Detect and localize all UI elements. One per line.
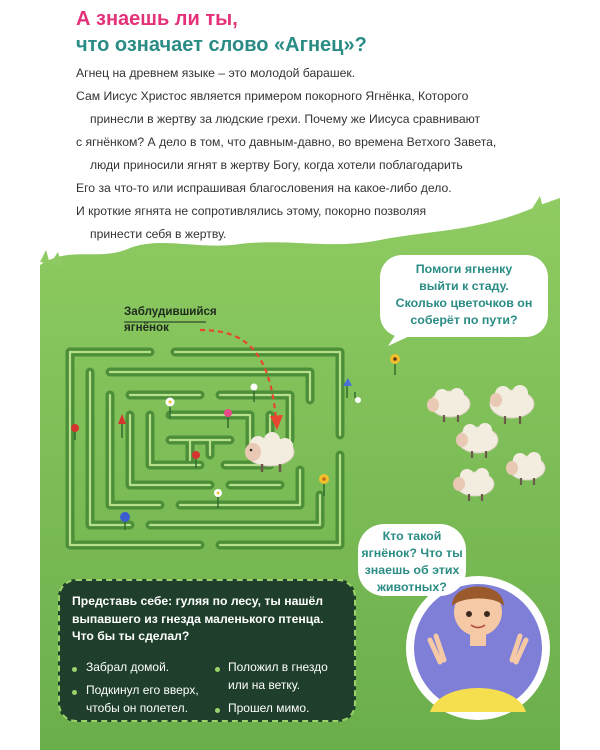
title-line-1: А знаешь ли ты, [76, 8, 238, 30]
option-line: Положил в гнездо [228, 660, 328, 674]
option-line: Забрал домой. [86, 660, 170, 674]
bubble-line: Кто такой [382, 529, 442, 543]
bubble-line: Помоги ягненку [415, 262, 513, 276]
question-text [72, 593, 352, 646]
option-put-in-nest [228, 659, 328, 694]
intro-line: принести себя в жертву. [90, 227, 227, 241]
option-line: Подкинул его вверх, [86, 683, 199, 697]
question-line: Представь себе: гуляя по лесу, ты нашёл [72, 594, 324, 608]
lamb-question-bubble [358, 524, 466, 596]
bullet-icon [215, 708, 220, 713]
title-line-2: что означает слово «Агнец»? [76, 34, 367, 56]
intro-line: люди приносили ягнят в жертву Богу, когда хотели поблагодарить [90, 158, 463, 172]
intro-line: принесли в жертву за людские грехи. Почему же Иисуса сравнивают [90, 112, 481, 126]
bullet-icon [72, 690, 77, 695]
maze-task-bubble [380, 255, 548, 337]
bullet-icon [72, 667, 77, 672]
bubble-line: ягнёнок? Что ты [361, 546, 463, 560]
question-line: выпавшего из гнезда маленького птенца. [72, 611, 324, 626]
option-walk-past [228, 700, 309, 718]
boy-illustration [406, 576, 550, 720]
intro-line: Агнец на древнем языке – это молодой барашек. [76, 66, 356, 80]
question-box [58, 579, 356, 722]
option-line: Прошел мимо. [228, 701, 310, 715]
option-line: чтобы он полетел. [86, 700, 188, 715]
option-take-home [86, 659, 169, 677]
bubble-line: соберёт по пути? [410, 313, 518, 327]
intro-line: И кроткие ягнята не сопротивлялись этому, покорно позволяя [76, 204, 427, 218]
bullet-icon [215, 667, 220, 672]
label-line: ягнёнок [124, 321, 169, 334]
bubble-line: выйти к стаду. [419, 279, 509, 293]
bubble-line: знаешь об этих [364, 563, 460, 577]
intro-line: с ягнёнком? А дело в том, что давным-давно, во времена Ветхого Завета, [76, 135, 497, 149]
bubble-line: животных? [377, 580, 447, 594]
question-line: Что бы ты сделал? [72, 629, 190, 643]
bubble-line: Сколько цветочков он [395, 296, 533, 310]
option-line: или на ветку. [228, 677, 300, 692]
intro-line: Его за что-то или испрашивая благословения на какое-либо дело. [76, 181, 452, 195]
intro-line: Сам Иисус Христос является примером покорного Ягнёнка, Которого [76, 89, 469, 103]
lost-lamb-label [124, 304, 217, 336]
label-line: Заблудившийся [124, 305, 217, 318]
option-toss-up [86, 682, 199, 717]
